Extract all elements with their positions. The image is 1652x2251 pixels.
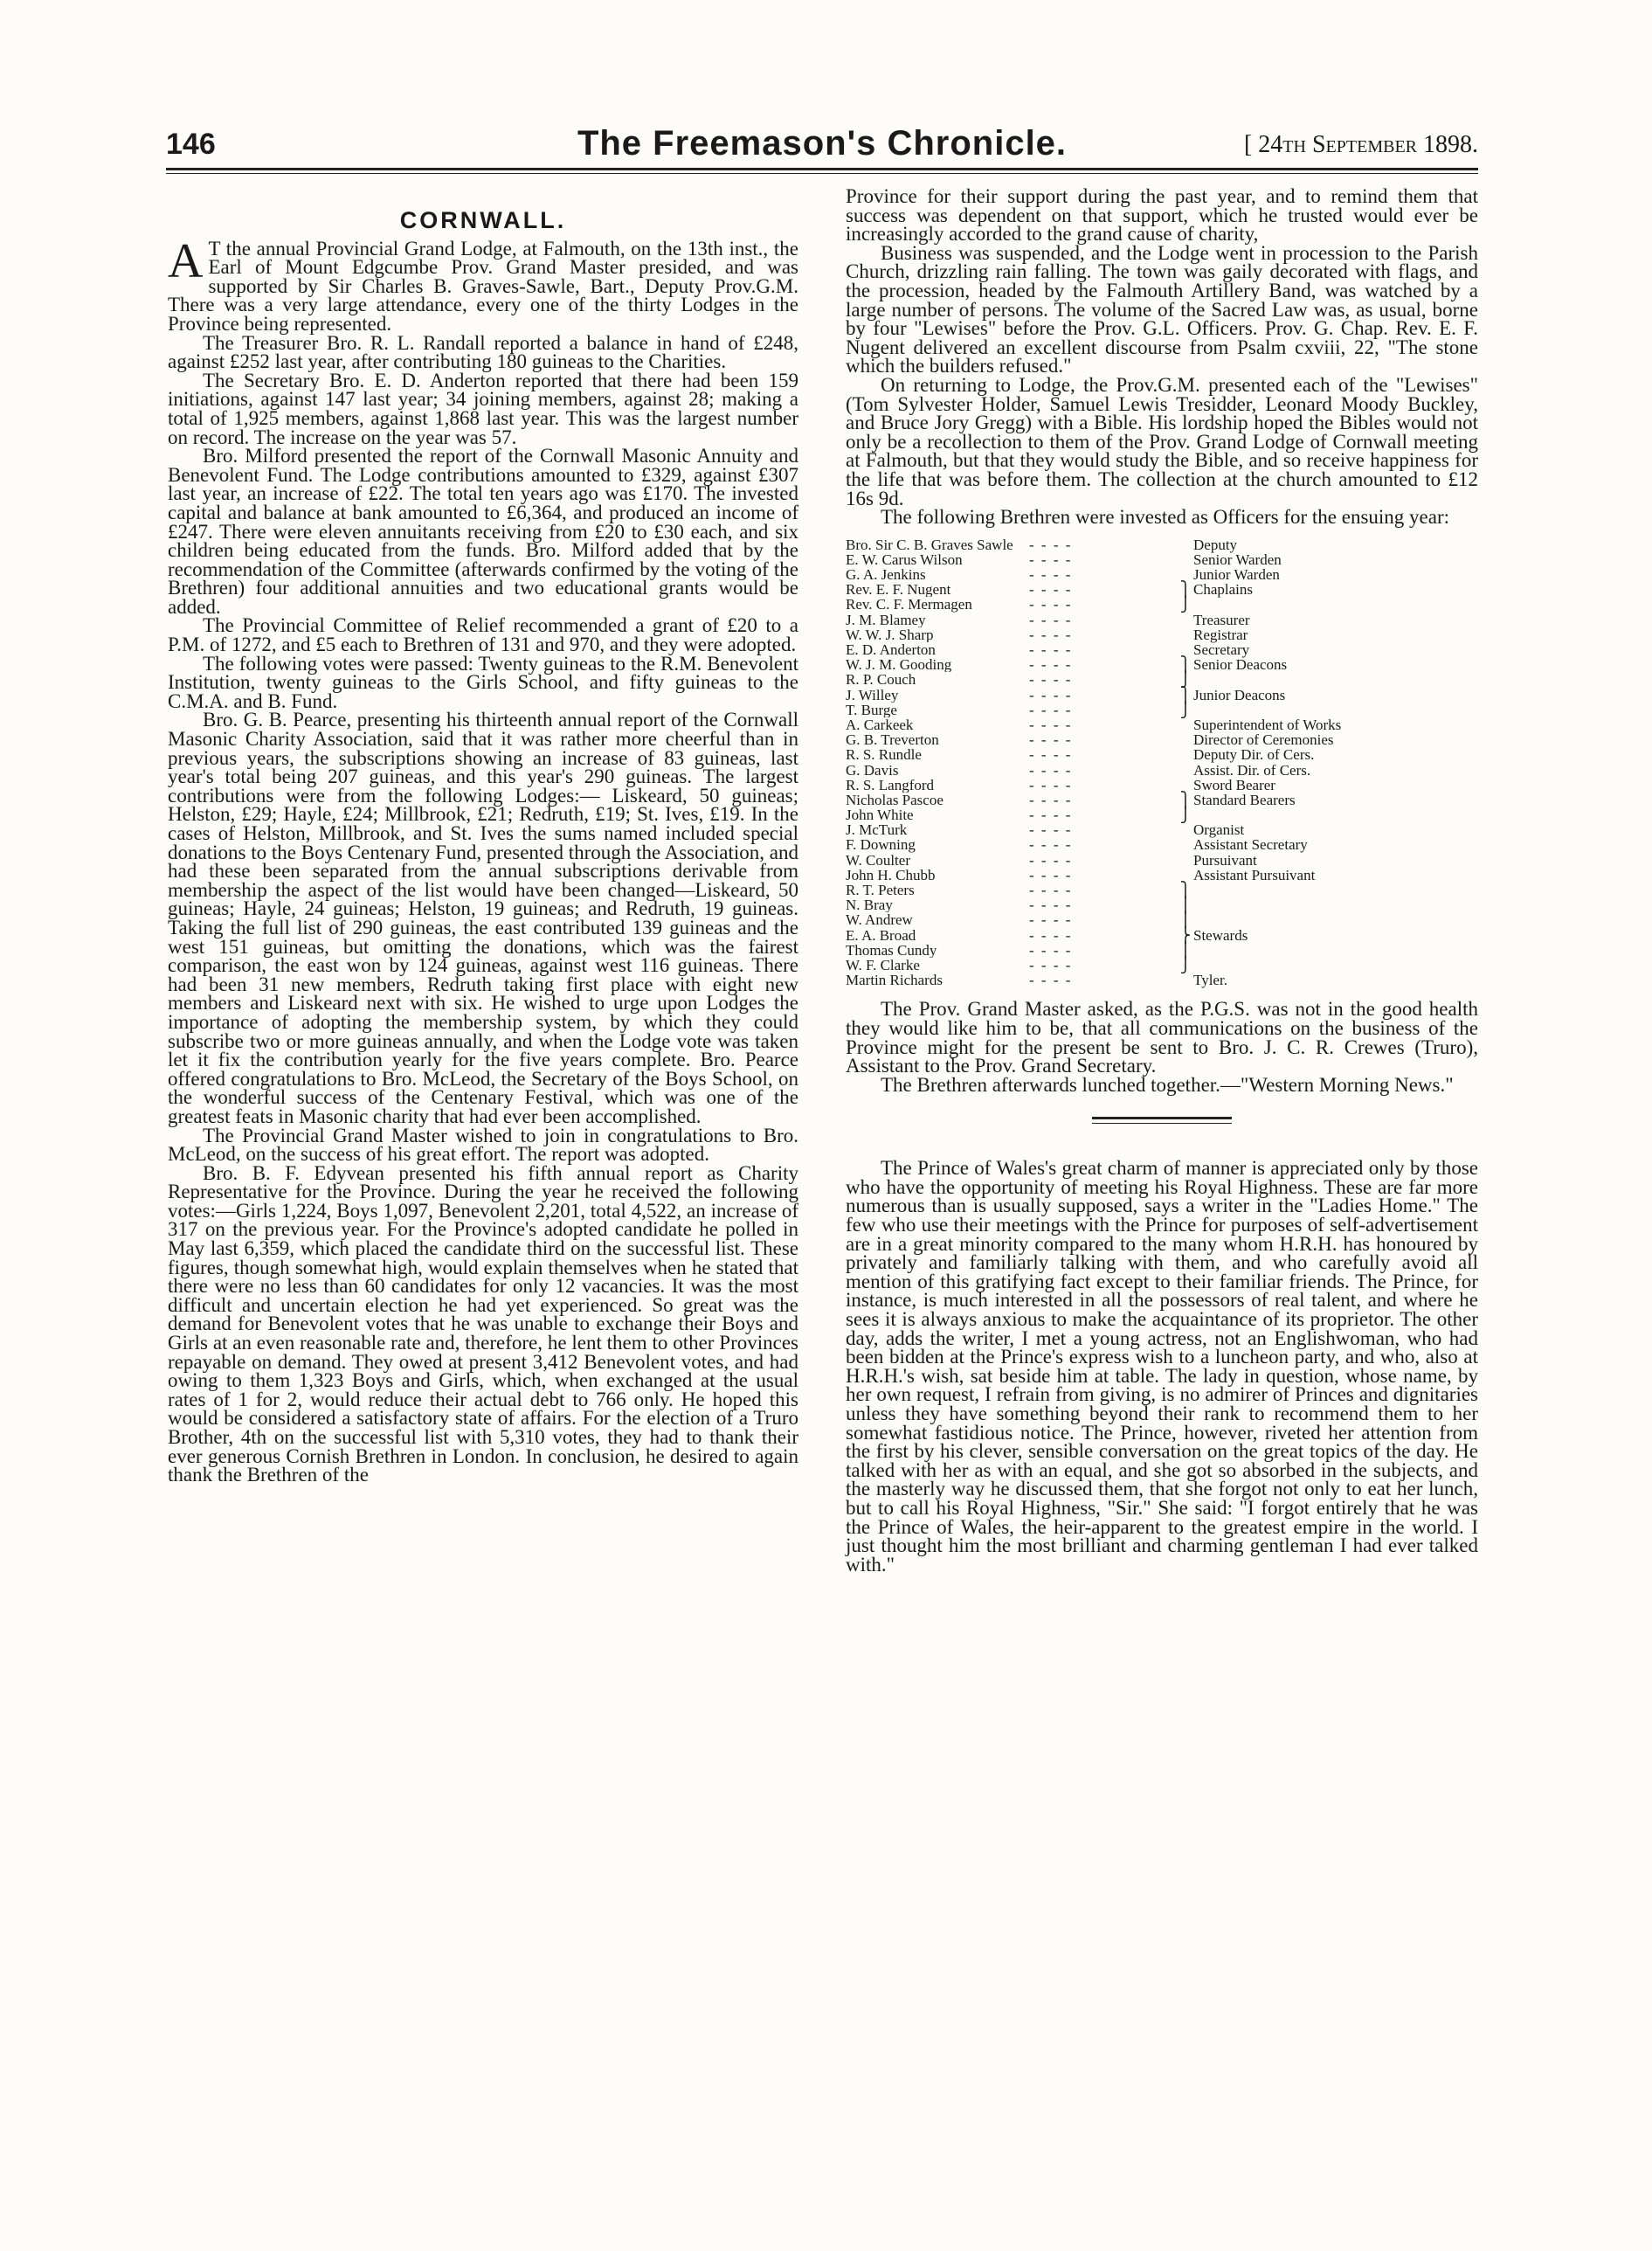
officer-name: E. W. Carus Wilson [846, 551, 963, 568]
officer-name: N. Bray [846, 897, 893, 913]
officer-name: R. P. Couch [846, 672, 916, 688]
officer-leader-dots: - - - - [1029, 941, 1073, 959]
publication-title: The Freemason's Chronicle. [577, 124, 1068, 163]
officer-brace [1178, 837, 1193, 852]
officer-office: Chaplains [1193, 581, 1253, 599]
officer-row [846, 732, 1478, 747]
officer-name: John White [846, 807, 914, 823]
officer-brace: ⎭ [1179, 671, 1192, 689]
officer-leader-dots: - - - - [1029, 791, 1073, 808]
officer-brace [1178, 732, 1193, 747]
officer-leader-dots: - - - - [1029, 626, 1073, 643]
officer-name: Nicholas Pascoe [846, 792, 944, 808]
officer-name: Martin Richards [846, 973, 943, 988]
officer-brace: ⎭ [1179, 956, 1192, 973]
officer-office [1193, 703, 1478, 717]
officer-name: G. B. Treverton [846, 732, 939, 748]
officer-row [846, 627, 1478, 642]
officer-brace: ⎪ [1179, 941, 1192, 959]
officer-row [846, 853, 1478, 868]
paragraph-luncheon: The Brethren afterwards lunched together.—"Western Morning News." [881, 1073, 1454, 1096]
officer-leader-dots: - - - - [1029, 821, 1073, 839]
officer-office: Registrar [1193, 626, 1248, 643]
officer-row [846, 793, 1478, 807]
officer-row [846, 703, 1478, 717]
right-column [846, 187, 1478, 1574]
officer-leader-dots: - - - - [1029, 882, 1073, 898]
officer-office [1193, 912, 1478, 927]
officer-row [846, 642, 1478, 657]
officer-office [1193, 597, 1478, 612]
officer-brace [1178, 822, 1193, 837]
officer-row [846, 807, 1478, 822]
officer-name: Bro. Sir C. B. Graves Sawle [846, 537, 1013, 552]
paragraph-secretary: The Secretary Bro. E. D. Anderton reported that there had been 159 initiations, against 147 last year; 34 joining members, against 28; making a total of 1,925 members, against 1,868 last year. This was the largest number on record. The increase on the year was 57. [168, 369, 798, 448]
officer-leader-dots: - - - - [1029, 776, 1073, 793]
officer-leader-dots: - - - - [1029, 671, 1073, 689]
officer-office: Junior Deacons [1193, 686, 1286, 703]
officer-brace: ⎫ [1179, 656, 1192, 674]
officer-office: Assistant Secretary [1193, 836, 1308, 854]
officer-leader-dots: - - - - [1029, 807, 1073, 824]
officer-row [846, 897, 1478, 912]
officer-row [846, 717, 1478, 732]
officer-office [1193, 958, 1478, 973]
officer-leader-dots: - - - - [1029, 551, 1073, 568]
drop-cap: A [168, 233, 204, 288]
officer-office [1193, 672, 1478, 687]
officer-brace [1178, 567, 1193, 582]
masthead-rule-thick [166, 168, 1478, 170]
officer-row [846, 928, 1478, 943]
officer-office: Pursuivant [1193, 851, 1257, 869]
officer-brace: ⎫ [1179, 791, 1192, 808]
officer-row [846, 613, 1478, 627]
officer-row [846, 582, 1478, 597]
officer-name: G. A. Jenkins [846, 567, 926, 583]
left-column [168, 199, 798, 2200]
article-heading: CORNWALL. [399, 207, 567, 233]
officer-name: W. F. Clarke [846, 957, 920, 973]
officer-name: R. T. Peters [846, 883, 915, 898]
paragraph-lewises: On returning to Lodge, the Prov.G.M. presented each of the "Lewises" (Tom Sylvester Holder, Samuel Lewis Tresidder, Leonard Moody Buckley, and Bruce Jory Gregg) with a Bible. His lordship hoped the Bibles would not only be a recollection to them of the Prov. Grand Lodge of Cornwall meeting at Falmouth, but that they would study the Bible, and so receive happiness for the life that was before them. The collection at the church amounted to £12 16s 9d. [846, 373, 1478, 509]
officer-name: W. J. M. Gooding [846, 657, 952, 673]
officer-office [1193, 807, 1478, 822]
officer-name: J. Willey [846, 687, 899, 703]
officer-brace [1178, 747, 1193, 762]
officer-leader-dots: - - - - [1029, 956, 1073, 973]
officer-leader-dots: - - - - [1029, 656, 1073, 674]
officer-row [846, 688, 1478, 703]
officer-name: Rev. E. F. Nugent [846, 582, 951, 598]
section-divider [1092, 1117, 1232, 1124]
officer-office [1193, 897, 1478, 912]
officer-office: Standard Bearers [1193, 791, 1296, 808]
officer-name: F. Downing [846, 837, 916, 853]
officer-office: Sword Bearer [1193, 776, 1275, 793]
officer-name: W. Andrew [846, 912, 913, 928]
officer-leader-dots: - - - - [1029, 746, 1073, 764]
officer-row [846, 657, 1478, 672]
officer-leader-dots: - - - - [1029, 972, 1073, 989]
officer-office: Treasurer [1193, 611, 1250, 628]
officer-name: W. W. J. Sharp [846, 627, 934, 642]
officer-row [846, 597, 1478, 612]
article-lead-paragraph [168, 233, 798, 335]
paragraph-continuation: Province for their support during the past year, and to remind them that success was dependent on that support, which he trusted would ever be increasingly accorded to the grand cause of charity, [846, 185, 1478, 246]
officer-brace: ⎫ [1179, 581, 1192, 599]
officer-leader-dots: - - - - [1029, 851, 1073, 869]
officer-row [846, 943, 1478, 958]
officer-office: Secretary [1193, 641, 1250, 658]
officer-leader-dots: - - - - [1029, 716, 1073, 733]
officer-leader-dots: - - - - [1029, 866, 1073, 883]
officer-name: R. S. Langford [846, 777, 935, 793]
paragraph-relief: The Provincial Committee of Relief recommended a grant of £20 to a P.M. of 1272, and £5 each to Brethren of 131 and 970, and they were adopted. [168, 614, 798, 656]
officer-brace [1178, 868, 1193, 883]
officer-brace [1178, 642, 1193, 657]
paragraph-edyvean-report: Bro. B. F. Edyvean presented his fifth annual report as Charity Representative for the Province. During the year he received the following votes:—Girls 1,224, Boys 1,097, Benevolent 2,201, total 4,522, an increase of 317 on the previous year. For the Province's adopted candidate he polled in May last 6,359, which placed the candidate third on the successful list. These figures, though somewhat high, would explain themselves when he stated that there were no less than 60 candidates for only 12 vacancies. It was the most difficult and uncertain election he had yet experienced. So great was the demand for Benevolent votes that he was unable to exchange their Boys and Girls at an even reasonable rate and, therefore, he lent them to other Provinces repayable on demand. They owed at present 3,412 Benevolent votes, and had owing to them 1,323 Boys and Girls, which, when exchanged at the usual rates of 1 for 2, would reduce their actual debt to 766 only. He hoped this would be considered a satisfactory state of affairs. For the election of a Truro Brother, 4th on the successful list with 5,310 votes, they had to thank their ever generous Cornish Brethren in London. In conclusion, he desired to again thank the Brethren of the [168, 1161, 798, 1486]
officer-brace [1178, 778, 1193, 793]
officer-brace [1178, 717, 1193, 732]
officer-row [846, 552, 1478, 567]
officer-leader-dots: - - - - [1029, 836, 1073, 854]
officer-row [846, 973, 1478, 987]
officer-row [846, 958, 1478, 973]
officer-leader-dots: - - - - [1029, 536, 1073, 553]
officer-name: W. Coulter [846, 852, 910, 868]
officer-row [846, 567, 1478, 582]
officer-office: Superintendent of Works [1193, 716, 1342, 733]
officer-row [846, 537, 1478, 552]
officer-row [846, 912, 1478, 927]
lead-text: T the annual Provincial Grand Lodge, at Falmouth, on the 13th inst., the Earl of Mount Edgcumbe Prov. Grand Master presided, and was supported by Sir Charles B. Graves-Sawle, Bart., Deputy Prov.G.M. There was a very large attendance, every one of the thirty Lodges in the Province being represented. [168, 237, 798, 335]
issue-date: [ 24th September 1898. [1243, 131, 1478, 158]
officer-brace: ⎫ [1179, 686, 1192, 703]
officer-brace [1178, 552, 1193, 567]
officer-leader-dots: - - - - [1029, 731, 1073, 749]
officer-name: G. Davis [846, 762, 899, 778]
officer-office: Senior Deacons [1193, 656, 1288, 674]
masthead-rule-thin [166, 173, 1478, 174]
officer-name: T. Burge [846, 702, 897, 717]
officer-brace [1178, 853, 1193, 868]
paragraph-health: The Prov. Grand Master asked, as the P.G.S. was not in the good health they would like him to be, that all communications on the business of the Province might for the present be sent to Bro. J. C. R. Crewes (Truro), Assistant to the Prov. Grand Secretary. [846, 998, 1478, 1077]
paragraph-procession: Business was suspended, and the Lodge went in procession to the Parish Church, drizzling rain falling. The town was gaily decorated with flags, and the procession, headed by the Falmouth Artillery Band, was watched by a large number of persons. The volume of the Sacred Law was, as usual, borne by four "Lewises" before the Prov. G.L. Officers. Prov. G. Chap. Rev. E. F. Nugent delivered an excellent discourse from Psalm cxviii, 22, "The stone which the builders refused." [846, 241, 1478, 377]
officer-leader-dots: - - - - [1029, 911, 1073, 929]
officer-leader-dots: - - - - [1029, 641, 1073, 658]
officer-brace: ⎭ [1179, 807, 1192, 824]
paragraph-annuity-fund: Bro. Milford presented the report of the Cornwall Masonic Annuity and Benevolent Fund. The Lodge contributions amounted to £329, against £307 last year, an increase of £22. The total ten years ago was £170. The invested capital and balance at bank amounted to £6,364, and produced an income of £247. There were eleven annuitants receiving from £20 to £30 each, and six children being educated from the funds. Bro. Milford added that by the recommendation of the Committee (afterwards confirmed by the voting of the Brethren) four additional annuities and two educational grants would be added. [168, 445, 798, 618]
officer-name: Thomas Cundy [846, 942, 937, 958]
officer-leader-dots: - - - - [1029, 686, 1073, 703]
officer-brace [1178, 537, 1193, 552]
paragraph-votes: The following votes were passed: Twenty guineas to the R.M. Benevolent Institution, twenty guineas to the Girls School, and fifty guineas to the C.M.A. and B. Fund. [168, 652, 798, 712]
masthead [166, 124, 1478, 168]
officer-brace [1178, 613, 1193, 627]
officer-office: Director of Ceremonies [1193, 731, 1334, 749]
officer-brace: ⎭ [1179, 596, 1192, 613]
officer-office: Deputy [1193, 536, 1238, 553]
officer-office: Assistant Pursuivant [1193, 866, 1316, 883]
paragraph-treasurer: The Treasurer Bro. R. L. Randall reported a balance in hand of £248, against £252 last year, after contributing 180 guineas to the Charities. [168, 331, 798, 373]
officer-brace: ⎪ [1179, 911, 1192, 929]
officer-office [1193, 883, 1478, 897]
officer-leader-dots: - - - - [1029, 701, 1073, 718]
officer-row [846, 822, 1478, 837]
officer-brace: ⎫ [1179, 882, 1192, 898]
officer-name: E. D. Anderton [846, 642, 936, 658]
officer-name: J. McTurk [846, 822, 908, 838]
officer-leader-dots: - - - - [1029, 897, 1073, 914]
officer-leader-dots: - - - - [1029, 926, 1073, 944]
officer-brace [1178, 627, 1193, 642]
paragraph-officers-intro: The following Brethren were invested as Officers for the ensuing year: [881, 506, 1450, 529]
officer-office: Senior Warden [1193, 551, 1282, 568]
officer-row [846, 778, 1478, 793]
officer-office: Tyler. [1193, 972, 1227, 989]
officer-leader-dots: - - - - [1029, 581, 1073, 599]
officer-brace [1178, 763, 1193, 778]
officer-name: Rev. C. F. Mermagen [846, 597, 972, 613]
officer-row [846, 837, 1478, 852]
officer-brace: ⎭ [1179, 701, 1192, 718]
officer-row [846, 883, 1478, 897]
officer-brace: ⎬ [1179, 926, 1192, 944]
paragraph-prince-of-wales: The Prince of Wales's great charm of manner is appreciated only by those who have the opportunity of meeting his Royal Highness. These are far more numerous than is usually supposed, says a writer in the "Ladies Home." The few who use their meetings with the Prince for purposes of self-advertisement are in a great minority compared to the many whom H.R.H. has honoured by privately and familiarly talking with them, and who carefully avoid all mention of this gratifying fact except to their familiar friends. The Prince, for instance, is much interested in all the possessors of real talent, and where he sees it is always anxious to make the acquaintance of its proprietor. The other day, adds the writer, I met a young actress, not an Englishwoman, who had been bidden at the Prince's express wish to a luncheon party, and who, also at H.R.H.'s wish, sat beside him at table. The lady in question, whose name, by her own request, I refrain from giving, is no admirer of Princes and dignitaries unless they have something beyond their rank to recommend them to her somewhat fastidious notice. The Prince, however, riveted her attention from the first by his clever, sensible conversation on the great topics of the day. He talked with her as with an equal, and she got so absorbed in the subjects, and the masterly way he discussed them, that she forgot not only to eat her lunch, but to call his Royal Highness, "Sir." She said: "I forgot entirely that he was the Prince of Wales, the heir-apparent to the greatest empire in the world. I just thought him the most brilliant and charming gentleman I had ever talked with." [846, 1157, 1478, 1576]
officer-name: John H. Chubb [846, 867, 936, 883]
officer-row [846, 672, 1478, 687]
officer-name: R. S. Rundle [846, 747, 922, 763]
officer-name: A. Carkeek [846, 717, 914, 733]
officer-leader-dots: - - - - [1029, 761, 1073, 779]
officer-row [846, 868, 1478, 883]
officer-office: Stewards [1193, 926, 1248, 944]
officer-office [1193, 943, 1478, 958]
officer-row [846, 763, 1478, 778]
officer-office: Assist. Dir. of Cers. [1193, 761, 1311, 779]
paragraph-congratulations: The Provincial Grand Master wished to join in congratulations to Bro. McLeod, on the success of his great effort. The report was adopted. [168, 1124, 798, 1166]
paragraph-pearce-report: Bro. G. B. Pearce, presenting his thirteenth annual report of the Cornwall Masonic Charity Association, said that it was rather more cheerful than in previous years, the subscriptions showing an increase of 83 guineas, last year's total being 207 guineas, and this year's 290 guineas. The largest contributions were from the following Lodges:— Liskeard, 50 guineas; Helston, £29; Hayle, £24; Millbrook, £21; Redruth, £19; St. Ives, £19. In the cases of Helston, Millbrook, and St. Ives the sums named included special donations to the Boys Centenary Fund, presented through the Association, and had these been separated from the annual subscriptions derivable from membership the aspect of the list would have been changed—Liskeard, 50 guineas; Hayle, 24 guineas; Helston, 19 guineas; and Redruth, 19 guineas. Taking the full list of 290 guineas, the east contributed 139 guineas and the west 151 guineas, but omitting the donations, which was the fairest comparison, the east won by 124 guineas, against west 116 guineas. There had been 31 new members, Redruth taking first place with eight new members and Liskeard next with six. He wished to urge upon Lodges the importance of adopting the membership system, by which they could subscribe two or more guineas annually, and when the Lodge vote was taken let it fix the contribution yearly for the five years complete. Bro. Pearce offered congratulations to Bro. McLeod, the Secretary of the Boys School, on the wonderful success of the Centenary Festival, which was one of the greatest feats in Masonic charity that had ever been accomplished. [168, 709, 798, 1127]
page-number: 146 [166, 128, 216, 161]
officer-leader-dots: - - - - [1029, 611, 1073, 628]
officer-name: E. A. Broad [846, 927, 916, 943]
officer-office: Deputy Dir. of Cers. [1193, 746, 1315, 764]
officer-leader-dots: - - - - [1029, 566, 1073, 584]
officer-office: Junior Warden [1193, 566, 1280, 584]
officer-name: J. M. Blamey [846, 612, 926, 627]
officer-office: Organist [1193, 821, 1245, 839]
officers-list [846, 537, 1478, 988]
officer-row [846, 747, 1478, 762]
officer-brace: ⎪ [1179, 897, 1192, 914]
officer-leader-dots: - - - - [1029, 596, 1073, 613]
officer-brace [1178, 973, 1193, 987]
